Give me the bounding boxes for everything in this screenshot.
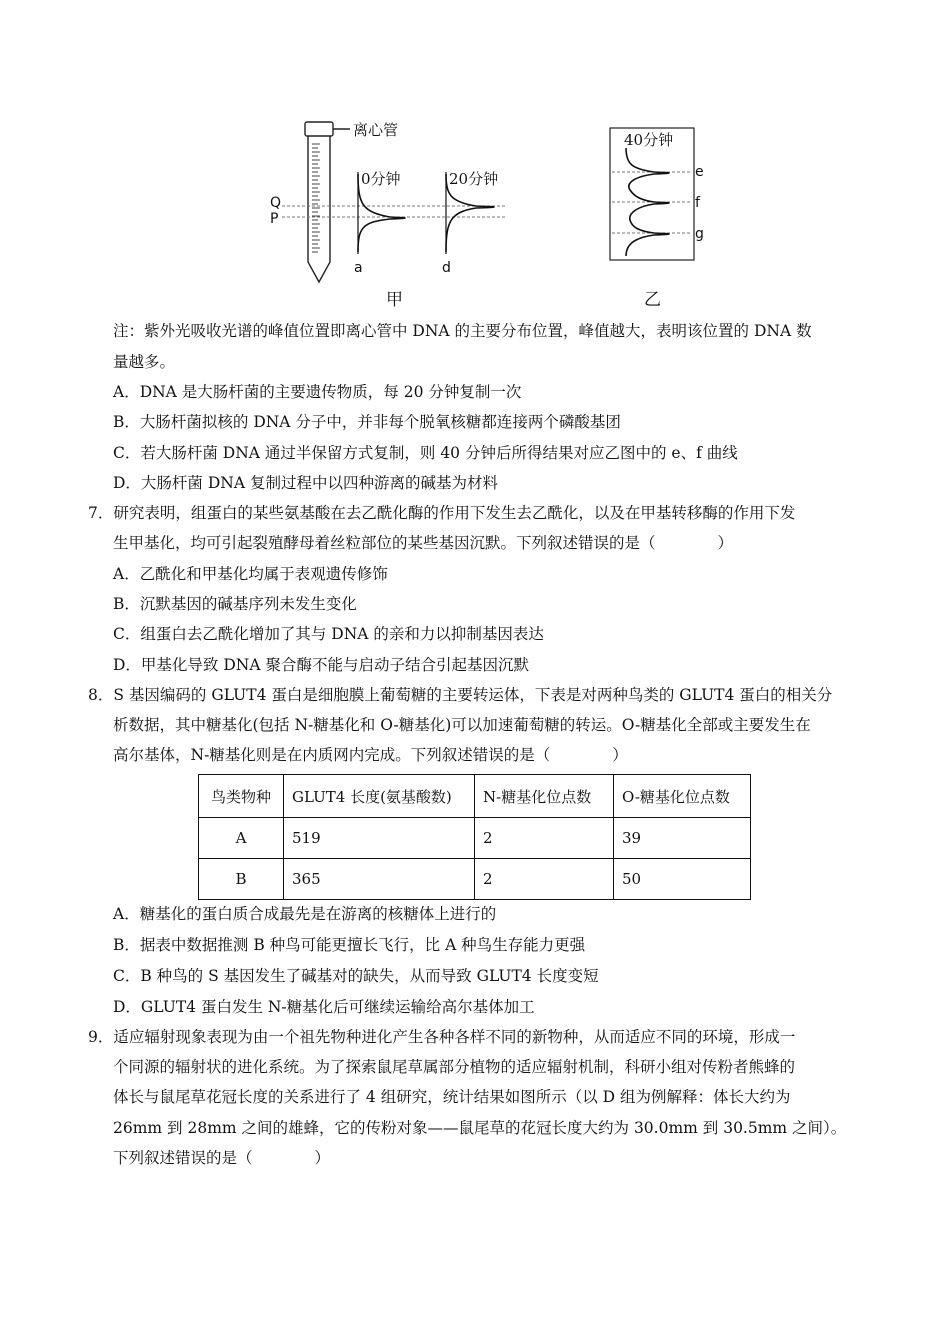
curve-d-letter: d bbox=[442, 260, 451, 276]
table-cell: 2 bbox=[475, 818, 614, 859]
q7-option-b: B．沉默基因的碱基序列未发生变化 bbox=[113, 595, 357, 613]
table-header-cell: N-糖基化位点数 bbox=[475, 775, 614, 818]
q7-option-c: C．组蛋白去乙酰化增加了其与 DNA 的亲和力以抑制基因表达 bbox=[113, 625, 544, 643]
yi-g-label: g bbox=[695, 226, 704, 242]
q7-option-d: D．甲基化导致 DNA 聚合酶不能与启动子结合引起基因沉默 bbox=[113, 656, 529, 674]
q9-stem-line4: 26mm 到 28mm 之间的雄蜂，它的传粉对象——鼠尾草的花冠长度大约为 30.0mm 到 30.5mm 之间）。 bbox=[113, 1119, 847, 1137]
table-row bbox=[199, 818, 751, 859]
q6-note-line1: 注：紫外光吸收光谱的峰值位置即离心管中 DNA 的主要分布位置，峰值越大，表明该位置的 DNA 数 bbox=[113, 322, 812, 340]
table-header-cell: 鸟类物种 bbox=[199, 775, 284, 818]
q9-stem-line5: 下列叙述错误的是（ ） bbox=[113, 1149, 331, 1167]
table-cell: A bbox=[199, 818, 284, 859]
yi-f-label: f bbox=[695, 195, 700, 211]
table-header-row bbox=[199, 775, 751, 818]
yi-dashed-lines bbox=[612, 172, 692, 233]
table-cell: 519 bbox=[284, 818, 475, 859]
q8-stem-line1: 8．S 基因编码的 GLUT4 蛋白是细胞膜上葡萄糖的主要转运体，下表是对两种鸟类的 GLUT4 蛋白的相关分 bbox=[88, 686, 833, 704]
q8-option-a: A．糖基化的蛋白质合成最先是在游离的核糖体上进行的 bbox=[113, 905, 497, 923]
glut4-table bbox=[198, 774, 751, 900]
q6-option-d: D．大肠杆菌 DNA 复制过程中以四种游离的碱基为材料 bbox=[113, 474, 498, 492]
caption-yi: 乙 bbox=[644, 290, 661, 310]
q8-stem-line2: 析数据，其中糖基化(包括 N-糖基化和 O-糖基化)可以加速葡萄糖的转运。O-糖基化全部或主要发生在 bbox=[113, 716, 811, 734]
table-cell: B bbox=[199, 859, 284, 900]
dna-centrifuge-figure bbox=[250, 112, 710, 312]
q8-option-b: B．据表中数据推测 B 种鸟可能更擅长飞行，比 A 种鸟生存能力更强 bbox=[113, 936, 586, 954]
curve-d-time: 20分钟 bbox=[449, 170, 499, 188]
q-label: Q bbox=[270, 195, 282, 211]
q7-stem-line2: 生甲基化，均可引起裂殖酵母着丝粒部位的某些基因沉默。下列叙述错误的是（ ） bbox=[113, 534, 734, 552]
q6-option-c: C．若大肠杆菌 DNA 通过半保留方式复制，则 40 分钟后所得结果对应乙图中的 e、f 曲线 bbox=[113, 444, 738, 462]
table-cell: 2 bbox=[475, 859, 614, 900]
table-header-cell: GLUT4 长度(氨基酸数) bbox=[284, 775, 475, 818]
tube-label: 离心管 bbox=[353, 121, 399, 139]
caption-jia: 甲 bbox=[386, 290, 403, 310]
yi-time: 40分钟 bbox=[624, 131, 674, 149]
q9-stem-line1: 9．适应辐射现象表现为由一个祖先物种进化产生各种各样不同的新物种，从而适应不同的环境，形成一 bbox=[88, 1028, 796, 1046]
q9-stem-line2: 个同源的辐射状的进化系统。为了探索鼠尾草属部分植物的适应辐射机制，科研小组对传粉者熊蜂的 bbox=[113, 1058, 796, 1076]
centrifuge-tube bbox=[305, 122, 350, 282]
table-cell: 39 bbox=[614, 818, 751, 859]
q8-option-c: C．B 种鸟的 S 基因发生了碱基对的缺失，从而导致 GLUT4 长度变短 bbox=[113, 967, 599, 985]
p-label: P bbox=[270, 211, 279, 227]
q8-option-d: D．GLUT4 蛋白发生 N-糖基化后可继续运输给高尔基体加工 bbox=[113, 998, 535, 1016]
q7-option-a: A．乙酰化和甲基化均属于表观遗传修饰 bbox=[113, 565, 388, 583]
table-row bbox=[199, 859, 751, 900]
table-cell: 365 bbox=[284, 859, 475, 900]
q6-option-a: A．DNA 是大肠杆菌的主要遗传物质，每 20 分钟复制一次 bbox=[113, 383, 522, 401]
table-cell: 50 bbox=[614, 859, 751, 900]
curve-a-time: 0分钟 bbox=[361, 170, 401, 188]
q6-note-line2: 量越多。 bbox=[113, 353, 176, 371]
q7-stem-line1: 7．研究表明，组蛋白的某些氨基酸在去乙酰化酶的作用下发生去乙酰化，以及在甲基转移酶的作用下发 bbox=[88, 504, 796, 522]
table-header-cell: O-糖基化位点数 bbox=[614, 775, 751, 818]
curve-a-letter: a bbox=[354, 260, 363, 276]
tube-graduations bbox=[312, 144, 320, 252]
q6-option-b: B．大肠杆菌拟核的 DNA 分子中，并非每个脱氧核糖都连接两个磷酸基团 bbox=[113, 413, 621, 431]
yi-e-label: e bbox=[695, 164, 704, 180]
q9-stem-line3: 体长与鼠尾草花冠长度的关系进行了 4 组研究，统计结果如图所示（以 D 组为例解释：体长大约为 bbox=[113, 1088, 791, 1106]
q8-stem-line3: 高尔基体，N-糖基化则是在内质网内完成。下列叙述错误的是（ ） bbox=[113, 746, 628, 764]
